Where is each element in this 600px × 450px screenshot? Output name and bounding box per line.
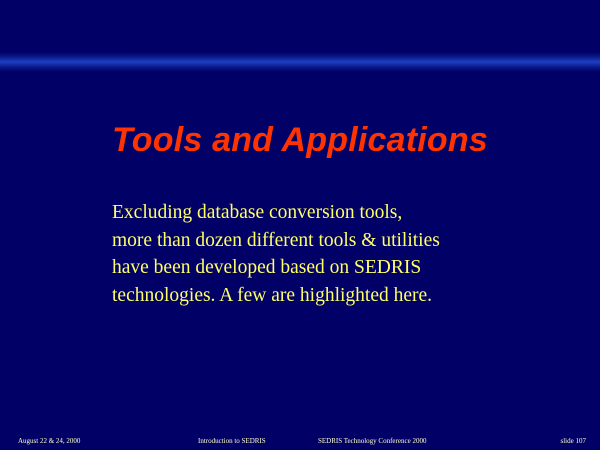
footer-date: August 22 & 24, 2000 <box>18 437 81 445</box>
footer-conference: SEDRIS Technology Conference 2000 <box>318 437 427 445</box>
slide-title: Tools and Applications <box>112 121 488 159</box>
footer-slide-number: slide 107 <box>560 437 586 445</box>
slide-body-text: Excluding database conversion tools, more than dozen different tools & utilities have been developed based on SEDRIS technologies. A few are highlighted here. <box>112 202 440 306</box>
header-band <box>0 52 600 72</box>
footer-course-title: Introduction to SEDRIS <box>198 437 266 445</box>
